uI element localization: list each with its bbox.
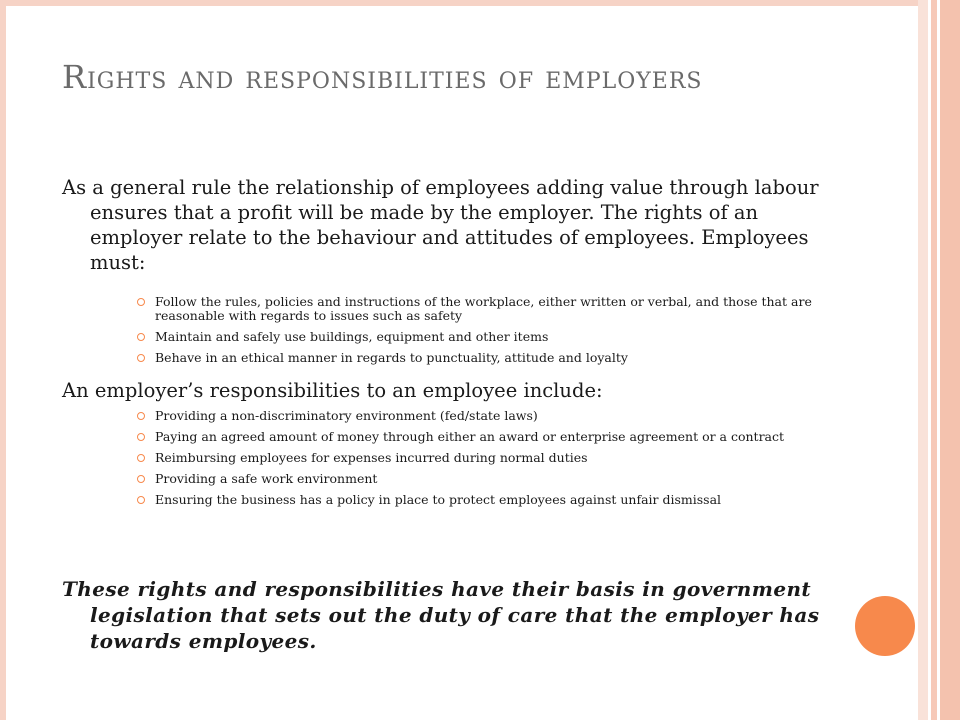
bullet-icon xyxy=(137,475,145,483)
bullet-icon xyxy=(137,496,145,504)
list-item-text: Maintain and safely use buildings, equipment and other items xyxy=(155,329,549,344)
list-item xyxy=(135,472,835,486)
bullet-icon xyxy=(137,433,145,441)
closing-statement: These rights and responsibilities have their basis in government legislation that sets out the duty of care that the employer has towards employees. xyxy=(62,577,820,653)
list-item-text: Ensuring the business has a policy in place to protect employees against unfair dismissal xyxy=(155,492,722,507)
bullet-icon xyxy=(137,412,145,420)
bullet-icon xyxy=(137,454,145,462)
employer-responsibilities-list xyxy=(135,409,835,514)
list-item xyxy=(135,451,835,465)
slide-title: Rights and responsibilities of employers xyxy=(62,58,703,96)
decorative-stripe xyxy=(918,0,928,720)
responsibilities-heading: An employer’s responsibilities to an employee include: xyxy=(62,379,603,402)
list-item xyxy=(135,430,835,444)
list-item-text: Providing a safe work environment xyxy=(155,471,378,486)
list-item xyxy=(135,295,835,323)
list-item-text: Follow the rules, policies and instructions of the workplace, either written or verbal, and those that are reasonable with regards to issues such as safety xyxy=(155,294,812,323)
list-item-text: Reimbursing employees for expenses incurred during normal duties xyxy=(155,450,588,465)
list-item xyxy=(135,330,835,344)
bullet-icon xyxy=(137,354,145,362)
decorative-circle xyxy=(855,596,915,656)
list-item-text: Providing a non-discriminatory environment (fed/state laws) xyxy=(155,408,538,423)
list-item xyxy=(135,409,835,423)
employee-duties-list xyxy=(135,295,835,372)
intro-paragraph: As a general rule the relationship of employees adding value through labour ensures that a profit will be made by the employer. The rights of an employer relate to the behaviour and attitudes of employees. Employees must: xyxy=(62,176,819,274)
bullet-icon xyxy=(137,298,145,306)
bullet-icon xyxy=(137,333,145,341)
decorative-stripe xyxy=(940,0,960,720)
list-item xyxy=(135,493,835,507)
list-item xyxy=(135,351,835,365)
list-item-text: Behave in an ethical manner in regards to punctuality, attitude and loyalty xyxy=(155,350,628,365)
list-item-text: Paying an agreed amount of money through either an award or enterprise agreement or a contract xyxy=(155,429,785,444)
